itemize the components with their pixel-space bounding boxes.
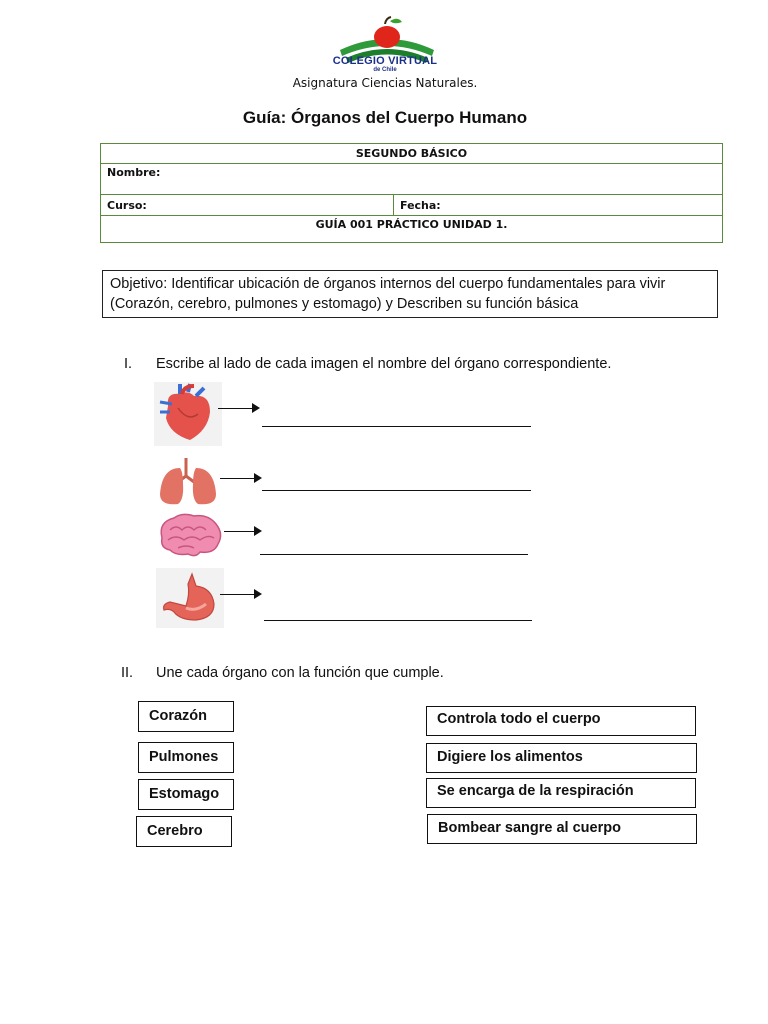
guide-cell: GUÍA 001 PRÁCTICO UNIDAD 1. [101, 216, 723, 243]
student-info-table [100, 143, 723, 243]
answer-line-2[interactable] [262, 490, 531, 491]
section-1-instruction: Escribe al lado de cada imagen el nombre del órgano correspondiente. [156, 356, 612, 372]
section-2-number: II. [121, 665, 134, 681]
function-box-bombear[interactable]: Bombear sangre al cuerpo [427, 814, 697, 844]
brain-icon [156, 510, 226, 560]
grade-cell: SEGUNDO BÁSICO [101, 144, 723, 164]
organ-box-cerebro[interactable]: Cerebro [136, 816, 232, 847]
arrowhead-icon [254, 526, 262, 536]
name-label: Nombre: [107, 166, 161, 179]
organ-box-estomago[interactable]: Estomago [138, 779, 234, 810]
stomach-image [156, 568, 224, 628]
answer-line-3[interactable] [260, 554, 528, 555]
section-1-number: I. [124, 356, 133, 372]
date-field[interactable] [394, 195, 723, 216]
logo-sub: de Chile [373, 67, 397, 73]
lungs-icon [156, 454, 222, 508]
objective-box: Objetivo: Identificar ubicación de órganos internos del cuerpo fundamentales para vivir (Corazón, cerebro, pulmones y estomago) y Describen su función básica [102, 270, 718, 318]
page-title: Guía: Órganos del Cuerpo Humano [242, 108, 528, 127]
organ-box-pulmones[interactable]: Pulmones [138, 742, 234, 773]
arrowhead-icon [254, 473, 262, 483]
course-field[interactable] [101, 195, 394, 216]
date-label: Fecha: [400, 198, 441, 212]
subject-line: Asignatura Ciencias Naturales. [292, 76, 478, 90]
function-box-controla[interactable]: Controla todo el cuerpo [426, 706, 696, 736]
arrow-heart [218, 408, 256, 409]
answer-line-4[interactable] [264, 620, 532, 621]
section-2-instruction: Une cada órgano con la función que cumple. [156, 665, 444, 681]
answer-line-1[interactable] [262, 426, 531, 427]
logo-name: COLEGIO VIRTUAL [332, 55, 438, 67]
heart-icon [154, 382, 222, 446]
arrow-brain [224, 531, 256, 532]
lungs-image [156, 454, 222, 508]
function-box-respiracion[interactable]: Se encarga de la respiración [426, 778, 696, 808]
arrowhead-icon [254, 589, 262, 599]
arrow-lungs [220, 478, 256, 479]
brain-image [156, 510, 226, 560]
course-label: Curso: [107, 198, 147, 212]
organ-box-corazon[interactable]: Corazón [138, 701, 234, 732]
arrowhead-icon [252, 403, 260, 413]
heart-image [154, 382, 222, 446]
function-box-digiere[interactable]: Digiere los alimentos [426, 743, 697, 773]
stomach-icon [156, 568, 224, 628]
arrow-stomach [220, 594, 256, 595]
name-field[interactable] [101, 164, 723, 195]
